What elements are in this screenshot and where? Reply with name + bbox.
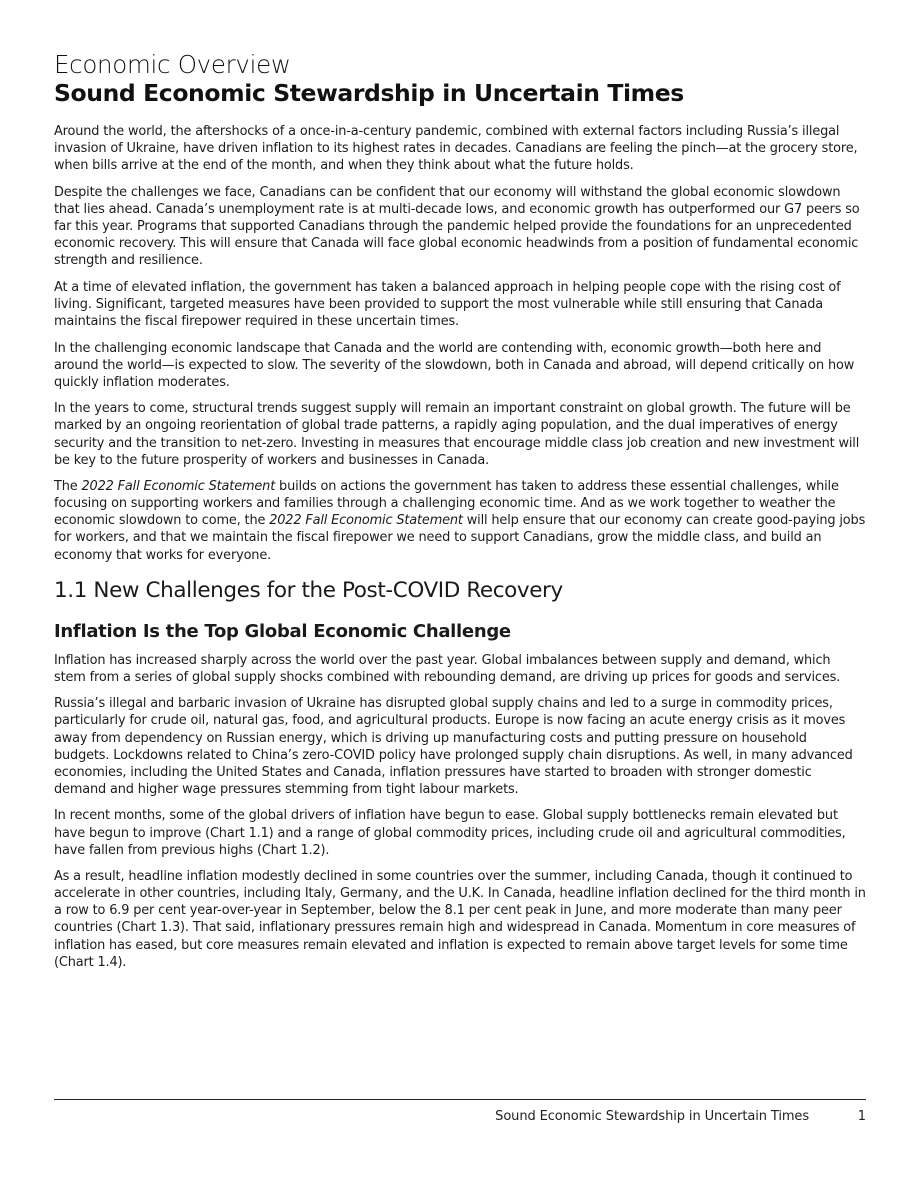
- intro-paragraph-3: At a time of elevated inflation, the government has taken a balanced approach in helping people cope with the rising cost of living. Significant, targeted measures have been provided to support the most vulnerable while still ensuring that Canada maintains the fiscal firepower required in these uncertain times.: [54, 279, 841, 329]
- intro-paragraph-4: In the challenging economic landscape that Canada and the world are contending with, economic growth—both here and around the world—is expected to slow. The severity of the slowdown, both in Canada and abroad, will depend critically on how quickly inflation moderates.: [54, 340, 855, 390]
- section-heading: 1.1 New Challenges for the Post-COVID Recovery: [54, 577, 563, 603]
- intro-paragraph-6-part-a: The: [54, 479, 82, 495]
- intro-paragraph-6-part-b: builds on actions the government has taken to address these essential challenges, while focusing on supporting workers and families through a challenging economic time. And as we work together to weather the economic slowdown to come, the: [54, 479, 839, 529]
- section-paragraph-2: Russia’s illegal and barbaric invasion of Ukraine has disrupted global supply chains and led to a surge in commodity prices, particularly for crude oil, natural gas, food, and agricultural products. Europe is now facing an acute energy crisis as it moves away from dependency on Russian energy, which is driving up manufacturing costs and putting pressure on household budgets. Lockdowns related to China’s zero-COVID policy have prolonged supply chain disruptions. As well, in many advanced economies, including the United States and Canada, inflation pressures have started to broaden with stronger domestic demand and higher wage pressures stemming from tight labour markets.: [54, 696, 853, 797]
- fall-economic-statement-italic: 2022 Fall Economic Statement: [81, 479, 276, 495]
- page-content: [54, 50, 866, 980]
- footer-divider: [54, 1099, 866, 1100]
- intro-paragraph-6-part-c: will help ensure that our economy can create good-paying jobs for workers, and that we maintain the fiscal firepower we need to support Canadians, grow the middle class, and build an economy that works for everyone.: [54, 513, 866, 563]
- section-paragraph-4: As a result, headline inflation modestly declined in some countries over the summer, including Canada, though it continued to accelerate in other countries, including Italy, Germany, and the U.K. In Canada, headline inflation declined for the third month in a row to 6.9 per cent year-over-year in September, below the 8.1 per cent peak in June, and more moderate than many peer countries (Chart 1.3). That said, inflationary pressures remain high and widespread in Canada. Momentum in core measures of inflation has eased, but core measures remain elevated and inflation is expected to remain above target levels for some time (Chart 1.4).: [54, 869, 866, 970]
- fall-economic-statement-italic: 2022 Fall Economic Statement: [269, 513, 463, 529]
- page-number: 1: [857, 1109, 866, 1124]
- page-title: Sound Economic Stewardship in Uncertain Times: [54, 79, 684, 107]
- intro-paragraph-2: Despite the challenges we face, Canadians can be confident that our economy will withstand the global economic slowdown that lies ahead. Canada’s unemployment rate is at multi-decade lows, and economic growth has outperformed our G7 peers so far this year. Programs that supported Canadians through the pandemic helped provide the foundations for an unprecedented economic recovery. This will ensure that Canada will face global economic headwinds from a position of fundamental economic strength and resilience.: [54, 184, 860, 269]
- section-subheading: Inflation Is the Top Global Economic Challenge: [54, 620, 511, 642]
- intro-paragraph-1: Around the world, the aftershocks of a once-in-a-century pandemic, combined with external factors including Russia’s illegal invasion of Ukraine, have driven inflation to its highest rates in decades. Canadians are feeling the pinch—at the grocery store, when bills arrive at the end of the month, and when they think about what the future holds.: [54, 124, 858, 174]
- page-kicker: Economic Overview: [54, 50, 291, 79]
- footer-running-title: Sound Economic Stewardship in Uncertain Times: [495, 1109, 809, 1124]
- section-paragraph-3: In recent months, some of the global drivers of inflation have begun to ease. Global supply bottlenecks remain elevated but have begun to improve (Chart 1.1) and a range of global commodity prices, including crude oil and agricultural commodities, have fallen from previous highs (Chart 1.2).: [54, 808, 846, 858]
- intro-paragraph-5: In the years to come, structural trends suggest supply will remain an important constraint on global growth. The future will be marked by an ongoing reorientation of global trade patterns, a rapidly aging population, and the dual imperatives of energy security and the transition to net-zero. Investing in measures that encourage middle class job creation and new investment will be key to the future prosperity of workers and businesses in Canada.: [54, 401, 860, 468]
- section-paragraph-1: Inflation has increased sharply across the world over the past year. Global imbalances between supply and demand, which stem from a series of global supply shocks combined with rebounding demand, are driving up prices for goods and services.: [54, 652, 841, 685]
- intro-paragraph-6: [54, 478, 866, 563]
